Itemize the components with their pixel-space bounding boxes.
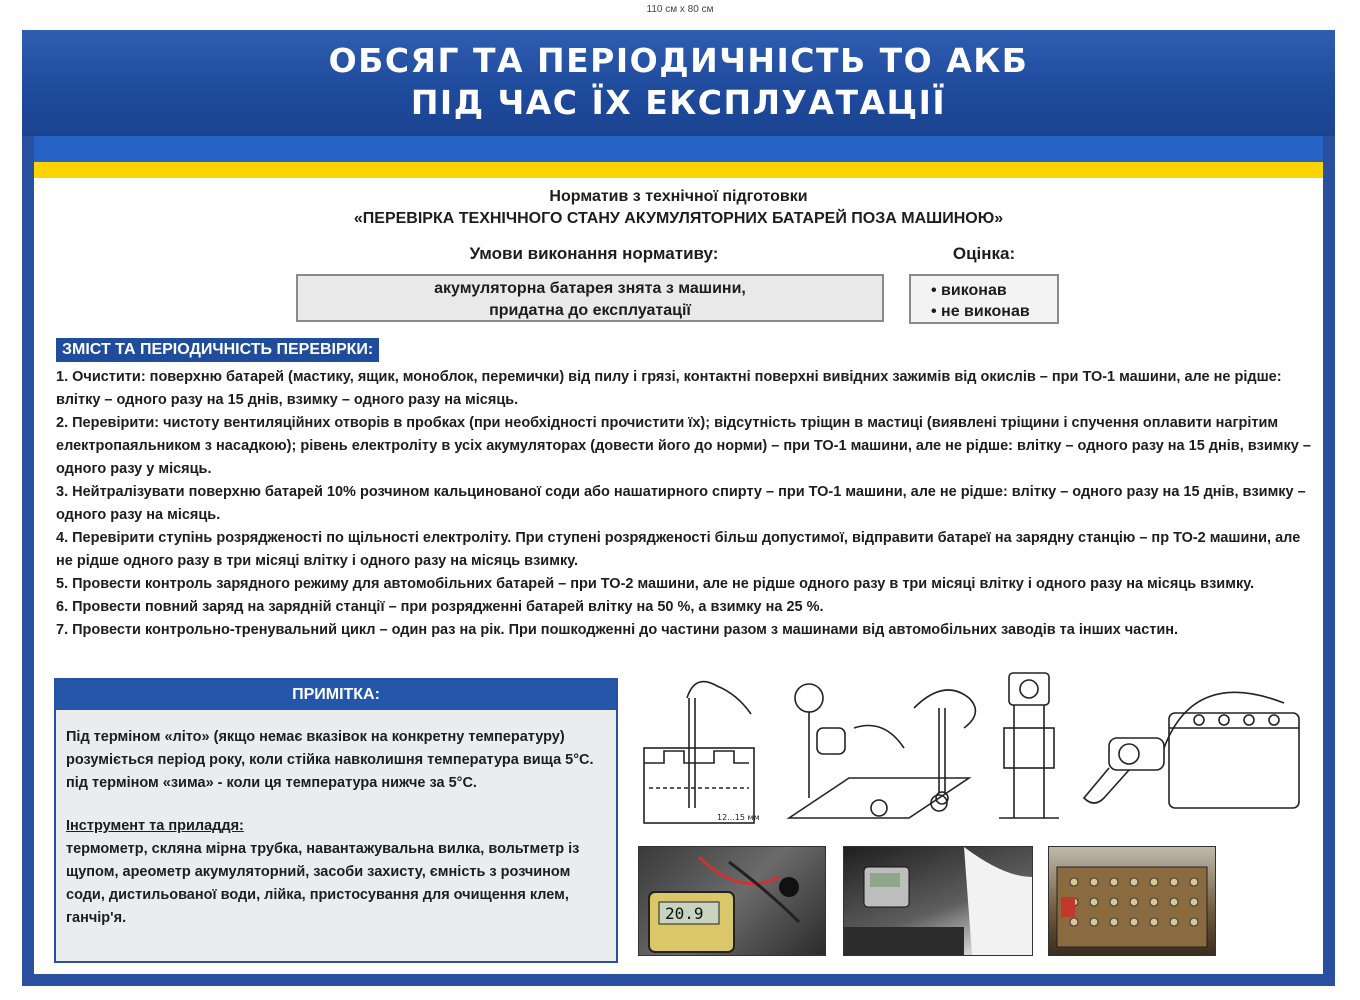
tools-title: Інструмент та приладдя:	[66, 818, 244, 834]
note-body	[56, 710, 616, 930]
flag-stripe-yellow	[34, 162, 1323, 178]
grade-label: Оцінка:	[952, 244, 1016, 263]
battery-voltmeter-icon	[1084, 692, 1299, 808]
conditions-line-2: придатна до експлуатації	[489, 302, 691, 319]
battery-bank-photo	[1048, 846, 1216, 956]
list-item: 5. Провести контроль зарядного режиму для автомобільних батарей – при ТО-2 машини, але не рідше одного разу в три місяці влітку і одного разу на місяць взимку.	[56, 576, 1255, 592]
norm-heading	[34, 186, 1323, 230]
poster-content	[34, 178, 1323, 974]
depth-dimension-label: 12...15 мм	[717, 813, 760, 822]
multimeter-reading: 20.9	[665, 904, 704, 923]
print-size-note: 110 см х 80 см	[646, 4, 714, 15]
tester-photo	[843, 846, 1033, 956]
norm-title: «ПЕРЕВІРКА ТЕХНІЧНОГО СТАНУ АКУМУЛЯТОРНИХ БАТАРЕЙ ПОЗА МАШИНОЮ»	[353, 210, 1004, 227]
check-list	[56, 366, 1316, 642]
flag-stripe-blue	[34, 136, 1323, 162]
conditions-label: Умови виконання нормативу:	[469, 244, 719, 263]
grade-box	[909, 274, 1059, 324]
list-item: 3. Нейтралізувати поверхню батарей 10% розчином кальцинованої соди або нашатирного спирту – при ТО-1 машини, але не рідше: влітку – одного разу на 15 днів, взимку – одного разу на місяць.	[56, 484, 1306, 523]
load-fork-icon	[999, 673, 1059, 818]
poster-header	[22, 30, 1335, 136]
list-item: 2. Перевірити: чистоту вентиляційних отворів в пробках (при необхідності прочистити їх); відсутність тріщин в мастиці (виявлені тріщини і спучення оплавити нагрітим електропаяльником з насадкою); рівень електроліту в усіх акумуляторах (довести його до норми) – при ТО-1 машини, але не рідше: влітку – одного разу на 15 днів, взимку – одного разу у місяць.	[56, 415, 1311, 477]
poster-title	[22, 40, 1335, 124]
dipstick-icon	[789, 684, 969, 818]
hydrometer-icon	[914, 690, 975, 804]
note-text: Під терміном «літо» (якщо немає вказівок на конкретну температуру) розуміється період року, коли стійка навколишня температура вища 5°С. під терміном «зима» - коли ця температура нижче за 5°С.	[66, 729, 594, 791]
conditions-line-1: акумуляторна батарея знята з машини,	[434, 280, 746, 297]
grade-option-passed: • виконав	[931, 282, 1007, 299]
norm-subtitle: Норматив з технічної підготовки	[549, 188, 808, 205]
list-item: 7. Провести контрольно-тренувальний цикл – один раз на рік. При пошкодженні до частини разом з машинами від автомобільних заводів та інших частин.	[56, 622, 1179, 638]
list-item: 6. Провести повний заряд на зарядній станції – при розрядженні батарей влітку на 50 %, а взимку на 25 %.	[56, 599, 824, 615]
poster-frame	[22, 30, 1335, 986]
grade-option-failed: • не виконав	[931, 303, 1030, 320]
list-item: 4. Перевірити ступінь розрядженості по щільності електроліту. При ступені розрядженості більш допустимої, відправити батареї на зарядну станцію – пр ТО-2 машини, але не рідше одного разу в три місяці влітку і одного разу на місяць взимку.	[56, 530, 1301, 569]
title-line-2: ПІД ЧАС ЇХ ЕКСПЛУАТАЦІЇ	[410, 83, 947, 122]
conditions-box	[296, 274, 884, 322]
electrolyte-level-tube-icon	[644, 682, 760, 823]
note-title: ПРИМІТКА:	[56, 680, 616, 710]
section-title: ЗМІСТ ТА ПЕРІОДИЧНІСТЬ ПЕРЕВІРКИ:	[56, 338, 379, 362]
tools-text: термометр, скляна мірна трубка, навантажувальна вилка, вольтметр із щупом, ареометр акумуляторний, засоби захисту, ємність з розчином соди, дистильованої води, лійка, пристосування для очищення клем, ганчір'я.	[66, 841, 580, 926]
title-line-1: ОБСЯГ ТА ПЕРІОДИЧНІСТЬ ТО АКБ	[328, 41, 1029, 80]
battery-maintenance-illustration	[639, 668, 1319, 828]
list-item: 1. Очистити: поверхню батарей (мастику, ящик, моноблок, перемички) від пилу і грязі, контактні поверхні вивідних зажимів від окислів – при ТО-1 машини, але не рідше: влітку – одного разу на 15 днів, взимку – одного разу на місяць.	[56, 369, 1282, 408]
note-panel	[54, 678, 618, 963]
multimeter-photo	[638, 846, 826, 956]
